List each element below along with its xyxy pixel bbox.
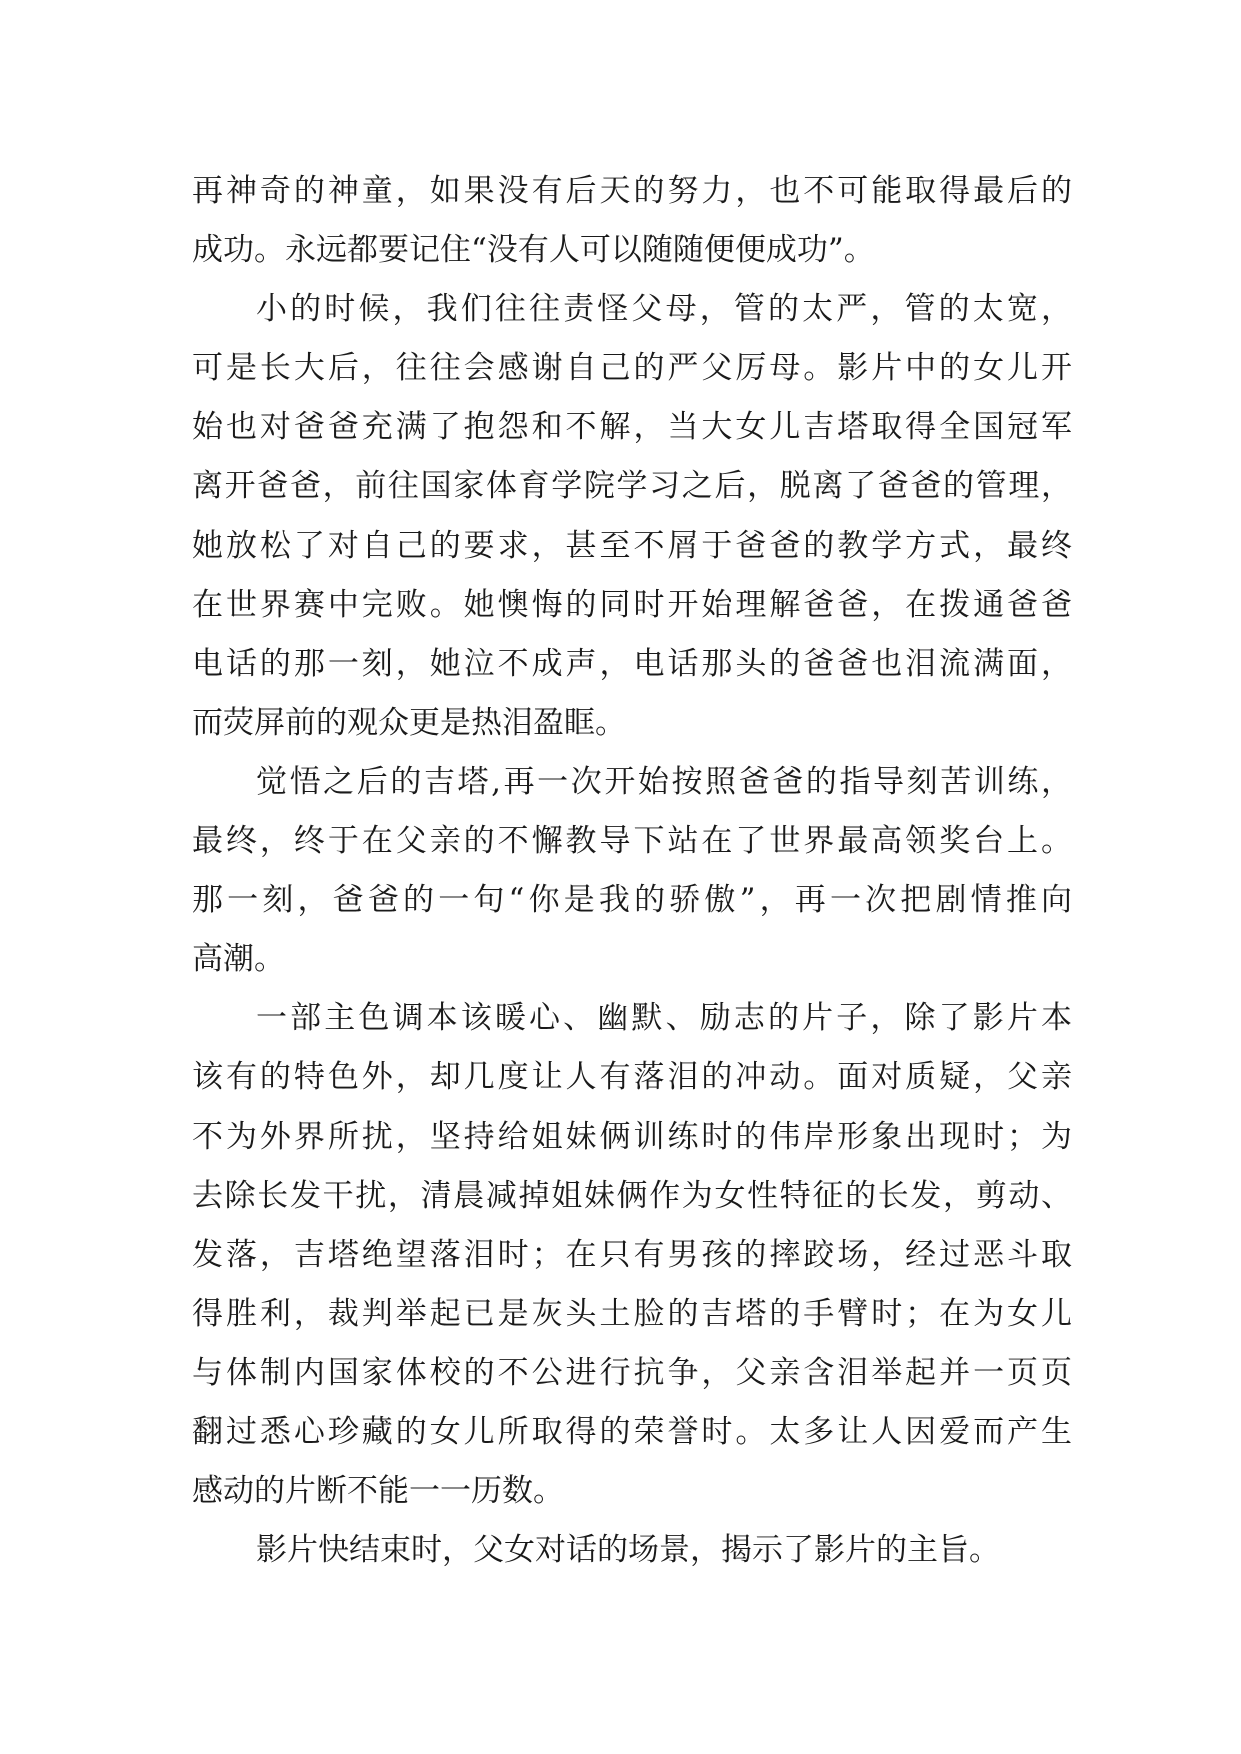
text-line: 去除长发干扰，清晨减掉姐妹俩作为女性特征的长发，剪动、 — [192, 1177, 1072, 1214]
text-line: 成功。永远都要记住“没有人可以随随便便成功”。 — [192, 232, 875, 269]
text-line: 离开爸爸，前往国家体育学院学习之后，脱离了爸爸的管理， — [192, 468, 1072, 505]
text-line: 而荧屏前的观众更是热泪盈眶。 — [192, 704, 626, 741]
text-line: 得胜利，裁判举起已是灰头土脸的吉塔的手臂时；在为女儿 — [192, 1295, 1072, 1332]
text-line: 一部主色调本该暖心、幽默、励志的片子，除了影片本 — [256, 1000, 1072, 1037]
text-line: 觉悟之后的吉塔,再一次开始按照爸爸的指导刻苦训练， — [256, 763, 1072, 800]
text-line: 再神奇的神童，如果没有后天的努力，也不可能取得最后的 — [192, 173, 1072, 209]
text-line: 可是长大后，往往会感谢自己的严父厉母。影片中的女儿开 — [192, 350, 1072, 387]
text-line: 该有的特色外，却几度让人有落泪的冲动。面对质疑，父亲 — [192, 1059, 1072, 1096]
text-line: 发落，吉塔绝望落泪时；在只有男孩的摔跤场，经过恶斗取 — [192, 1236, 1072, 1273]
text-line: 电话的那一刻，她泣不成声，电话那头的爸爸也泪流满面， — [192, 645, 1072, 682]
text-line: 感动的片断不能一一历数。 — [192, 1473, 564, 1510]
text-line: 翻过悉心珍藏的女儿所取得的荣誉时。太多让人因爱而产生 — [192, 1413, 1072, 1450]
text-line: 始也对爸爸充满了抱怨和不解，当大女儿吉塔取得全国冠军 — [192, 409, 1072, 446]
text-line: 最终，终于在父亲的不懈教导下站在了世界最高领奖台上。 — [192, 823, 1072, 860]
text-line: 不为外界所扰，坚持给姐妹俩训练时的伟岸形象出现时；为 — [192, 1118, 1072, 1155]
text-line: 小的时候，我们往往责怪父母，管的太严，管的太宽， — [256, 291, 1072, 328]
text-line: 那一刻，爸爸的一句“你是我的骄傲”，再一次把剧情推向 — [192, 882, 1072, 919]
text-line: 与体制内国家体校的不公进行抗争，父亲含泪举起并一页页 — [192, 1354, 1072, 1391]
text-line: 在世界赛中完败。她懊悔的同时开始理解爸爸，在拨通爸爸 — [192, 586, 1072, 623]
text-line: 高潮。 — [192, 941, 285, 978]
body-text — [192, 162, 1072, 1580]
text-line: 她放松了对自己的要求，甚至不屑于爸爸的教学方式，最终 — [192, 527, 1072, 564]
text-line: 影片快结束时，父女对话的场景，揭示了影片的主旨。 — [256, 1532, 1000, 1569]
